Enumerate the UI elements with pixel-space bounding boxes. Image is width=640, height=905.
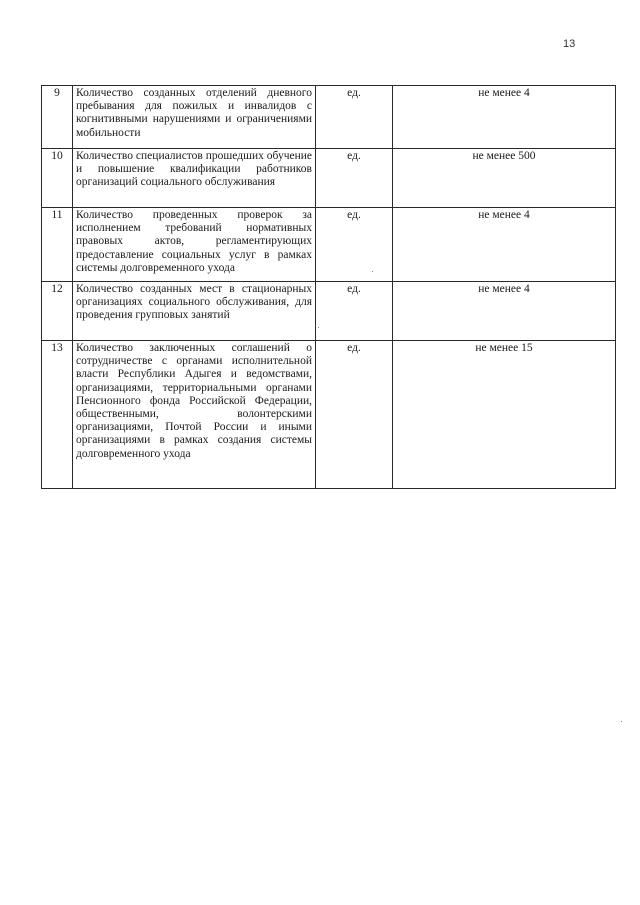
table-row (42, 86, 616, 149)
value-cell: не менее 4 (393, 208, 616, 282)
value-cell: не менее 4 (393, 86, 616, 149)
value-cell: не менее 15 (393, 341, 616, 489)
scan-speck (372, 271, 373, 272)
indicator-name: Количество заключенных соглашений о сотрудничестве с органами исполнительной власти Республики Адыгея и ведомствами, организациями, территориальными органами Пенсионного фонда Российской Федерации, общественными, волонтерскими организациями, Почтой России и иными организациями в рамках создания системы долговременного ухода (73, 341, 316, 489)
value-cell: не менее 4 (393, 282, 616, 341)
scan-speck (318, 327, 319, 328)
unit-cell: ед. (316, 282, 393, 341)
scan-speck (621, 721, 622, 722)
table-row (42, 282, 616, 341)
page-number: 13 (563, 38, 576, 50)
table-row (42, 149, 616, 208)
indicator-name: Количество специалистов прошедших обучение и повышение квалификации работников организаций социального обслуживания (73, 149, 316, 208)
row-number: 9 (42, 86, 73, 149)
unit-cell: ед. (316, 208, 393, 282)
row-number: 10 (42, 149, 73, 208)
indicators-table (41, 85, 616, 489)
value-cell: не менее 500 (393, 149, 616, 208)
unit-cell: ед. (316, 341, 393, 489)
unit-cell: ед. (316, 86, 393, 149)
row-number: 13 (42, 341, 73, 489)
row-number: 12 (42, 282, 73, 341)
indicator-name: Количество созданных мест в стационарных организациях социального обслуживания, для проведения групповых занятий (73, 282, 316, 341)
row-number: 11 (42, 208, 73, 282)
indicator-name: Количество созданных отделений дневного пребывания для пожилых и инвалидов с когнитивными нарушениями и ограничениями мобильности (73, 86, 316, 149)
indicator-name: Количество проведенных проверок за исполнением требований нормативных правовых актов, регламентирующих предоставление социальных услуг в рамках системы долговременного ухода (73, 208, 316, 282)
table-row (42, 341, 616, 489)
unit-cell: ед. (316, 149, 393, 208)
table-row (42, 208, 616, 282)
